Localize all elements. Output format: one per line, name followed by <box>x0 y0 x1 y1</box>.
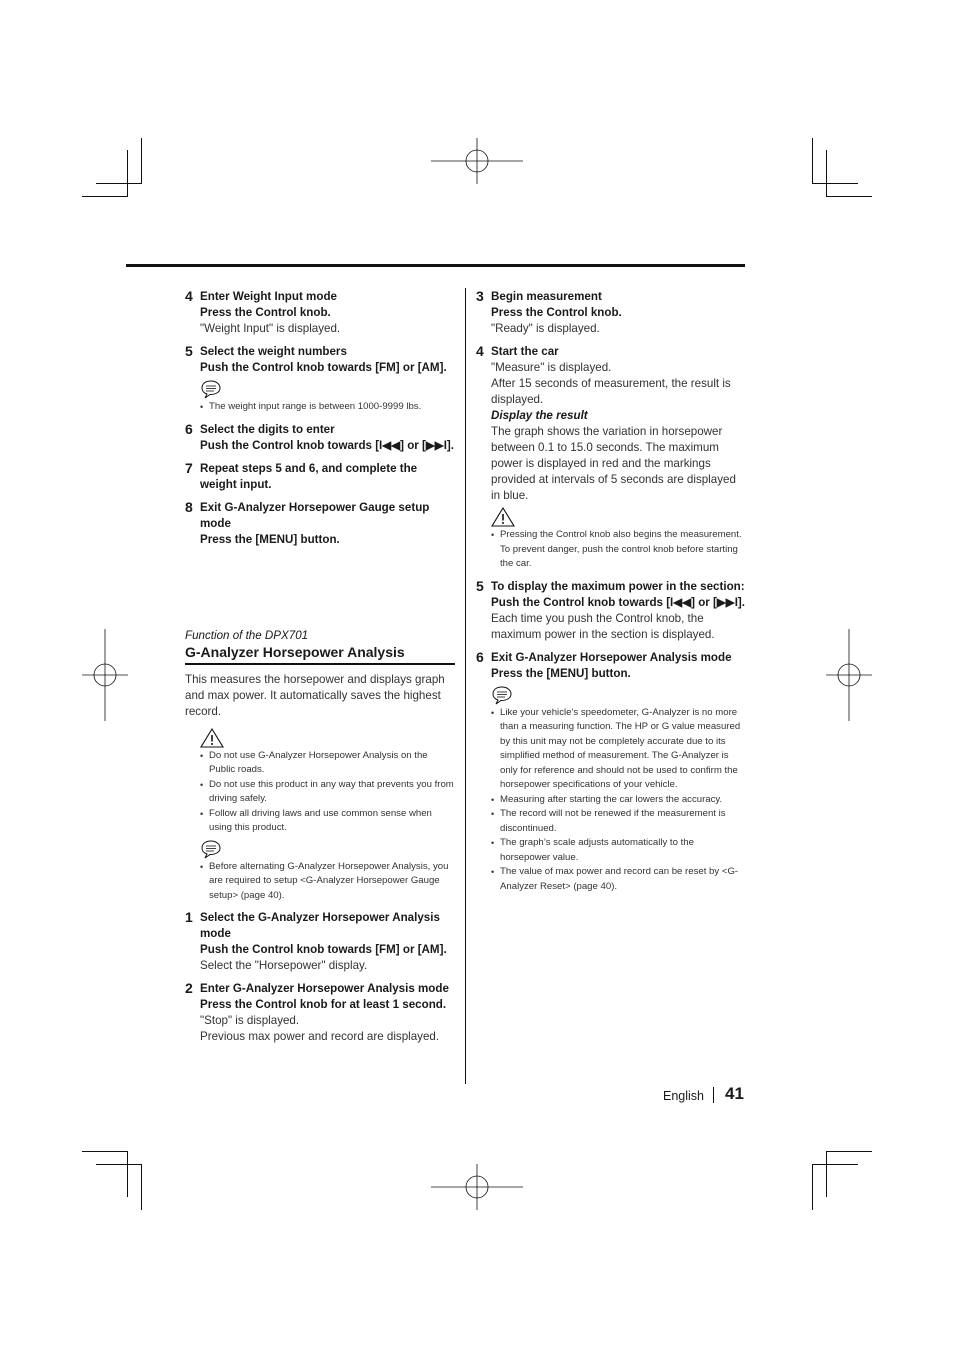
step-text: Select the "Horsepower" display. <box>200 959 368 972</box>
note-list <box>491 706 746 895</box>
step-number: 6 <box>185 420 193 437</box>
step-title: Select the G-Analyzer Horsepower Analysis mode <box>200 911 440 940</box>
note-icon <box>200 379 222 399</box>
note-item: • The weight input range is between 1000-9999 lbs. <box>200 400 455 415</box>
crop-mark <box>826 1151 827 1197</box>
step-4-start-car <box>476 344 746 572</box>
crop-mark <box>812 183 858 184</box>
note-icon <box>491 685 513 705</box>
crop-mark <box>826 150 827 197</box>
step-text: "Weight Input" is displayed. <box>200 322 341 335</box>
step-3-begin-measurement <box>476 289 746 337</box>
crop-mark <box>826 196 872 197</box>
crop-mark <box>82 1151 128 1152</box>
step-number: 2 <box>185 980 193 996</box>
warning-block <box>185 728 455 904</box>
footer-separator <box>713 1087 714 1103</box>
crop-mark <box>141 1164 142 1210</box>
step-action: Push the Control knob towards [I◀◀] or [▶▶I]. <box>200 438 455 452</box>
registration-mark <box>82 629 128 721</box>
warning-icon <box>491 507 515 527</box>
step-8-exit-setup <box>185 500 455 548</box>
step-number: 4 <box>476 343 484 359</box>
registration-mark <box>431 1164 523 1210</box>
step-action: Press the Control knob. <box>200 306 331 319</box>
warning-list <box>200 749 455 836</box>
warning-list <box>491 528 746 572</box>
step-number: 8 <box>185 498 193 515</box>
step-title: Start the car <box>491 345 559 358</box>
crop-mark <box>96 1164 142 1165</box>
crop-mark <box>96 183 142 184</box>
step-number: 6 <box>476 648 484 665</box>
right-column <box>476 289 746 901</box>
step-title: Enter Weight Input mode <box>200 290 337 303</box>
step-1-select-mode <box>185 910 455 974</box>
step-action: Press the Control knob for at least 1 second. <box>200 998 447 1011</box>
step-title: Exit G-Analyzer Horsepower Gauge setup mode <box>200 500 430 530</box>
warning-item: • Follow all driving laws and use common sense when using this product. <box>200 807 455 836</box>
note-item: • Like your vehicle’s speedometer, G-Analyzer is no more than a measuring function. The HP or G value measured by this unit may not be completely accurate due to its simplified method of measurement. The G-Analyzer is only for reference and should not be used to confirm the horsepower specifications of your vehicle. <box>491 706 746 793</box>
warning-icon <box>200 728 224 748</box>
step-action: Push the Control knob towards [FM] or [AM]. <box>200 361 447 374</box>
step-4-weight-input <box>185 289 455 337</box>
note-list <box>200 860 455 904</box>
step-title: Select the digits to enter <box>200 422 335 436</box>
step-number: 5 <box>185 343 193 359</box>
section-intro: This measures the horsepower and displays graph and max power. It automatically saves the highest record. <box>185 672 445 718</box>
note-item: • The graph’s scale adjusts automatically to the horsepower value. <box>491 836 746 865</box>
registration-mark <box>431 138 523 184</box>
left-column <box>185 289 455 1052</box>
step-title: Exit G-Analyzer Horsepower Analysis mode <box>491 650 732 664</box>
crop-mark <box>127 150 128 197</box>
step-text: Each time you push the Control knob, the maximum power in the section is displayed. <box>491 611 715 641</box>
step-action: Press the Control knob. <box>491 306 622 319</box>
step-6-select-digits <box>185 422 455 454</box>
warning-item: • Do not use G-Analyzer Horsepower Analysis on the Public roads. <box>200 749 455 778</box>
note-list <box>200 400 455 415</box>
header-rule <box>126 264 745 267</box>
step-action: Press the [MENU] button. <box>491 666 631 680</box>
step-title: Repeat steps 5 and 6, and complete the weight input. <box>200 461 418 491</box>
crop-mark <box>826 1151 872 1152</box>
note-item: • Measuring after starting the car lowers the accuracy. <box>491 793 746 808</box>
step-number: 4 <box>185 288 193 304</box>
crop-mark <box>812 138 813 184</box>
crop-mark <box>812 1164 858 1165</box>
crop-mark <box>812 1164 813 1210</box>
note-icon <box>200 839 222 859</box>
step-6-exit-analysis <box>476 650 746 895</box>
step-number: 7 <box>185 459 193 476</box>
function-label: Function of the DPX701 <box>185 628 309 642</box>
step-2-enter-mode <box>185 981 455 1045</box>
section-title: G-Analyzer Horsepower Analysis <box>185 642 455 665</box>
step-text: "Measure" is displayed. <box>491 361 612 374</box>
page-number: 41 <box>725 1084 744 1103</box>
sub-title: Display the result <box>491 409 588 422</box>
step-title: Begin measurement <box>491 290 602 303</box>
crop-mark <box>127 1151 128 1197</box>
note-item: • The record will not be renewed if the measurement is discontinued. <box>491 807 746 836</box>
crop-mark <box>141 138 142 184</box>
step-action: Push the Control knob towards [FM] or [AM]. <box>200 943 447 956</box>
step-text: After 15 seconds of measurement, the result is displayed. <box>491 377 731 406</box>
step-7-repeat <box>185 461 455 493</box>
footer-language: English <box>663 1089 704 1103</box>
step-title: To display the maximum power in the section: <box>491 579 745 593</box>
note-item: • The value of max power and record can be reset by <G-Analyzer Reset> (page 40). <box>491 865 746 894</box>
step-5-weight-numbers <box>185 344 455 415</box>
step-text: "Stop" is displayed. <box>200 1014 300 1027</box>
step-number: 1 <box>185 909 193 925</box>
step-title: Select the weight numbers <box>200 345 347 358</box>
step-text: Previous max power and record are displayed. <box>200 1030 440 1043</box>
warning-item: • Pressing the Control knob also begins the measurement. To prevent danger, push the control knob before starting the car. <box>491 528 746 572</box>
note-item: • Before alternating G-Analyzer Horsepower Analysis, you are required to setup <G-Analyzer Horsepower Gauge setup> (page 40). <box>200 860 455 904</box>
step-number: 3 <box>476 288 484 304</box>
step-number: 5 <box>476 577 484 594</box>
step-5-display-max <box>476 579 746 643</box>
column-divider <box>465 288 466 1084</box>
warning-item: • Do not use this product in any way that prevents you from driving safely. <box>200 778 455 807</box>
step-text: "Ready" is displayed. <box>491 322 600 335</box>
step-action: Push the Control knob towards [I◀◀] or [▶▶I]. <box>491 595 746 609</box>
step-action: Press the [MENU] button. <box>200 532 340 546</box>
step-title: Enter G-Analyzer Horsepower Analysis mode <box>200 982 449 995</box>
sub-text: The graph shows the variation in horsepower between 0.1 to 15.0 seconds. The maximum power is displayed in red and the markings provided at intervals of 5 seconds are displayed in blue. <box>491 425 736 502</box>
crop-mark <box>82 196 128 197</box>
registration-mark <box>826 629 872 721</box>
